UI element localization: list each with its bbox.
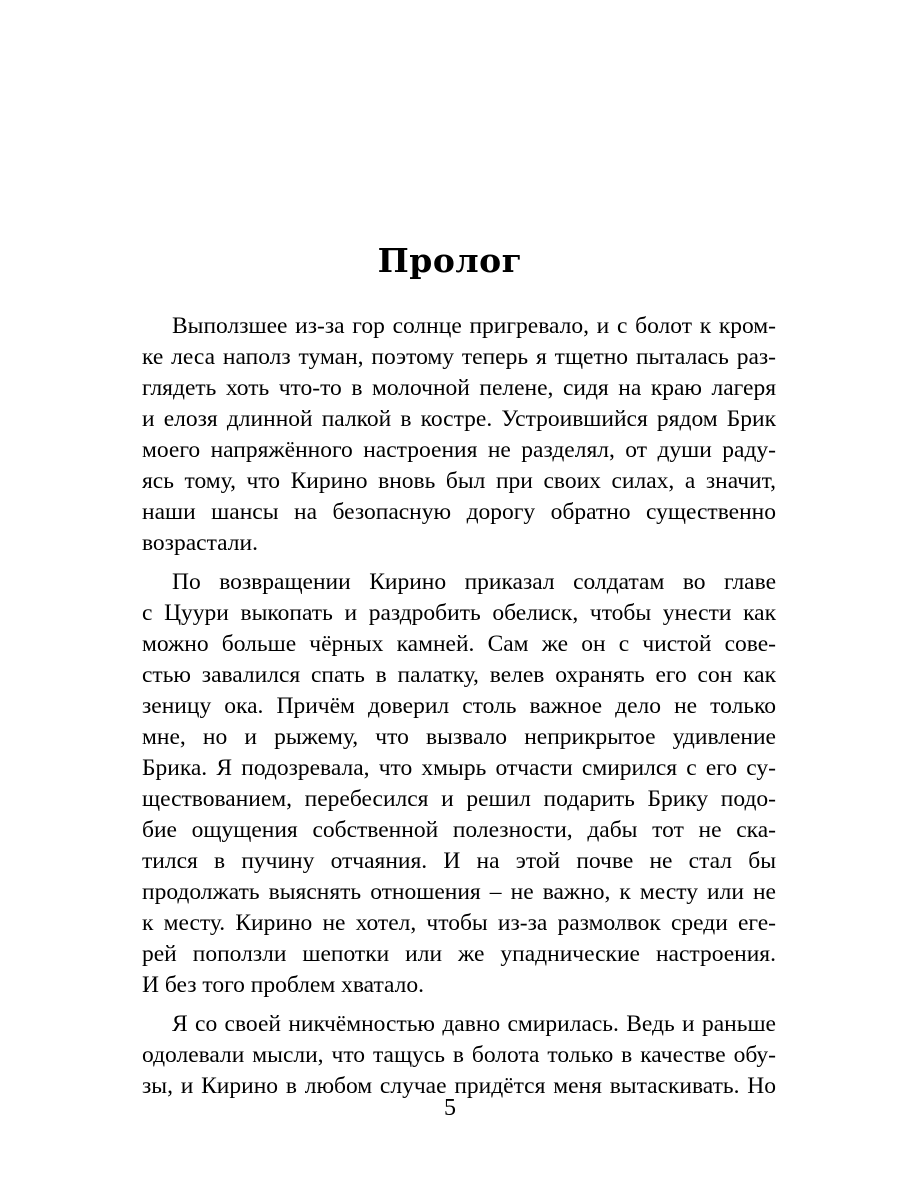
text-line: можно больше чёрных камней. Сам же он с чистой сове- <box>142 631 776 657</box>
text-line: бие ощущения собственной полезности, дабы тот не ска- <box>142 817 776 843</box>
text-line: к месту. Кирино не хотел, чтобы из-за размолвок среди еге- <box>142 910 776 936</box>
text-line: ясь тому, что Кирино вновь был при своих силах, а значит, <box>142 468 776 494</box>
text-line: тился в пучину отчаяния. И на этой почве не стал бы <box>142 848 776 874</box>
body-text <box>142 311 776 1110</box>
page-number: 5 <box>444 1095 456 1121</box>
paragraph-2 <box>142 567 776 1001</box>
chapter-title: Пролог <box>377 241 523 280</box>
text-line: Брика. Я подозревала, что хмырь отчасти смирился с его су- <box>142 755 776 781</box>
text-line: одолевали мысли, что тащусь в болота только в качестве обу- <box>142 1042 776 1068</box>
text-line: и елозя длинной палкой в костре. Устроившийся рядом Брик <box>142 406 776 432</box>
text-line: зы, и Кирино в любом случае придётся меня вытаскивать. Но <box>142 1073 776 1099</box>
text-line: глядеть хоть что-то в молочной пелене, сидя на краю лагеря <box>142 375 776 401</box>
text-line: стью завалился спать в палатку, велев охранять его сон как <box>142 662 776 688</box>
text-line: возрастали. <box>142 530 258 556</box>
text-line: ке леса наполз туман, поэтому теперь я тщетно пыталась раз- <box>142 344 776 370</box>
text-line: И без того проблем хватало. <box>142 972 425 998</box>
text-line: ществованием, перебесился и решил подарить Брику подо- <box>142 786 776 812</box>
text-line: с Цуури выкопать и раздробить обелиск, чтобы унести как <box>142 600 776 626</box>
paragraph-3 <box>142 1009 776 1102</box>
text-line: наши шансы на безопасную дорогу обратно существенно <box>142 499 776 525</box>
text-line: мне, но и рыжему, что вызвало неприкрытое удивление <box>142 724 776 750</box>
text-line: зеницу ока. Причём доверил столь важное дело не только <box>142 693 776 719</box>
text-line: По возвращении Кирино приказал солдатам во главе <box>172 569 776 595</box>
text-line: Я со своей никчёмностью давно смирилась. Ведь и раньше <box>172 1011 776 1037</box>
paragraph-1 <box>142 311 776 559</box>
text-line: моего напряжённого настроения не разделял, от души раду- <box>142 437 776 463</box>
text-line: продолжать выяснять отношения – не важно, к месту или не <box>142 879 776 905</box>
text-line: рей поползли шепотки или же упаднические настроения. <box>142 941 776 967</box>
text-line: Выползшее из-за гор солнце пригревало, и с болот к кром- <box>172 313 776 339</box>
